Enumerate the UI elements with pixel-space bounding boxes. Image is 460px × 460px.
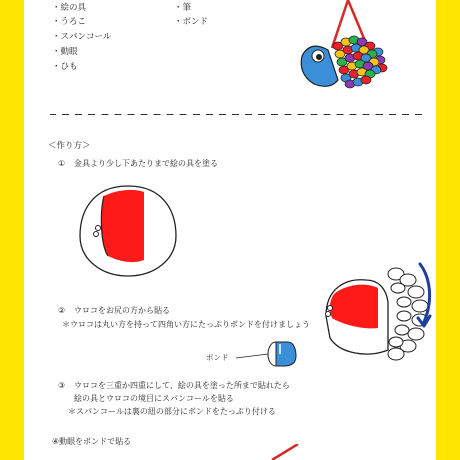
- material-item: ・スパンコール: [52, 32, 112, 42]
- step-text: 金具より少し下あたりまで絵の具を塗る: [74, 159, 218, 168]
- step-note: ＊スパンコールは裏の紐の部分にボンドをたっぷり付ける: [68, 407, 276, 416]
- fish-purse-illustration: [288, 0, 398, 96]
- material-item: ・絵の具: [52, 3, 87, 13]
- section-divider: [50, 114, 424, 115]
- material-item: ・ひも: [52, 62, 78, 72]
- step-text: 絵の具とウロコの境目にスパンコールを貼る: [74, 394, 234, 403]
- material-item: ・うろこ: [52, 17, 87, 27]
- step-text: ④動眼をボンドで貼る: [52, 437, 132, 446]
- step-number: ①: [58, 159, 66, 168]
- material-item: ・ボンド: [174, 17, 209, 27]
- material-item: ・動眼: [52, 47, 78, 57]
- string-illustration-partial: [264, 444, 304, 460]
- red-purse-illustration: [74, 182, 184, 280]
- step-number: ②: [58, 306, 66, 315]
- step-text: ウロコをお尻の方から貼る: [74, 306, 170, 315]
- rotate-arrow-icon: [416, 262, 436, 328]
- step-note: ＊ウロコは丸い方を持って四角い方にたっぷりボンドを付けましょう: [62, 320, 310, 329]
- step-number: ③: [58, 381, 66, 390]
- material-item: ・筆: [174, 3, 192, 13]
- instruction-sheet: [24, 0, 436, 460]
- bond-bottle-icon: [236, 336, 300, 370]
- bond-label: ボンド: [206, 353, 229, 362]
- step-text: ウロコを三重か四重にして、絵の具を塗った所まで貼れたら: [74, 381, 290, 390]
- section-title: ＜作り方＞: [48, 141, 91, 151]
